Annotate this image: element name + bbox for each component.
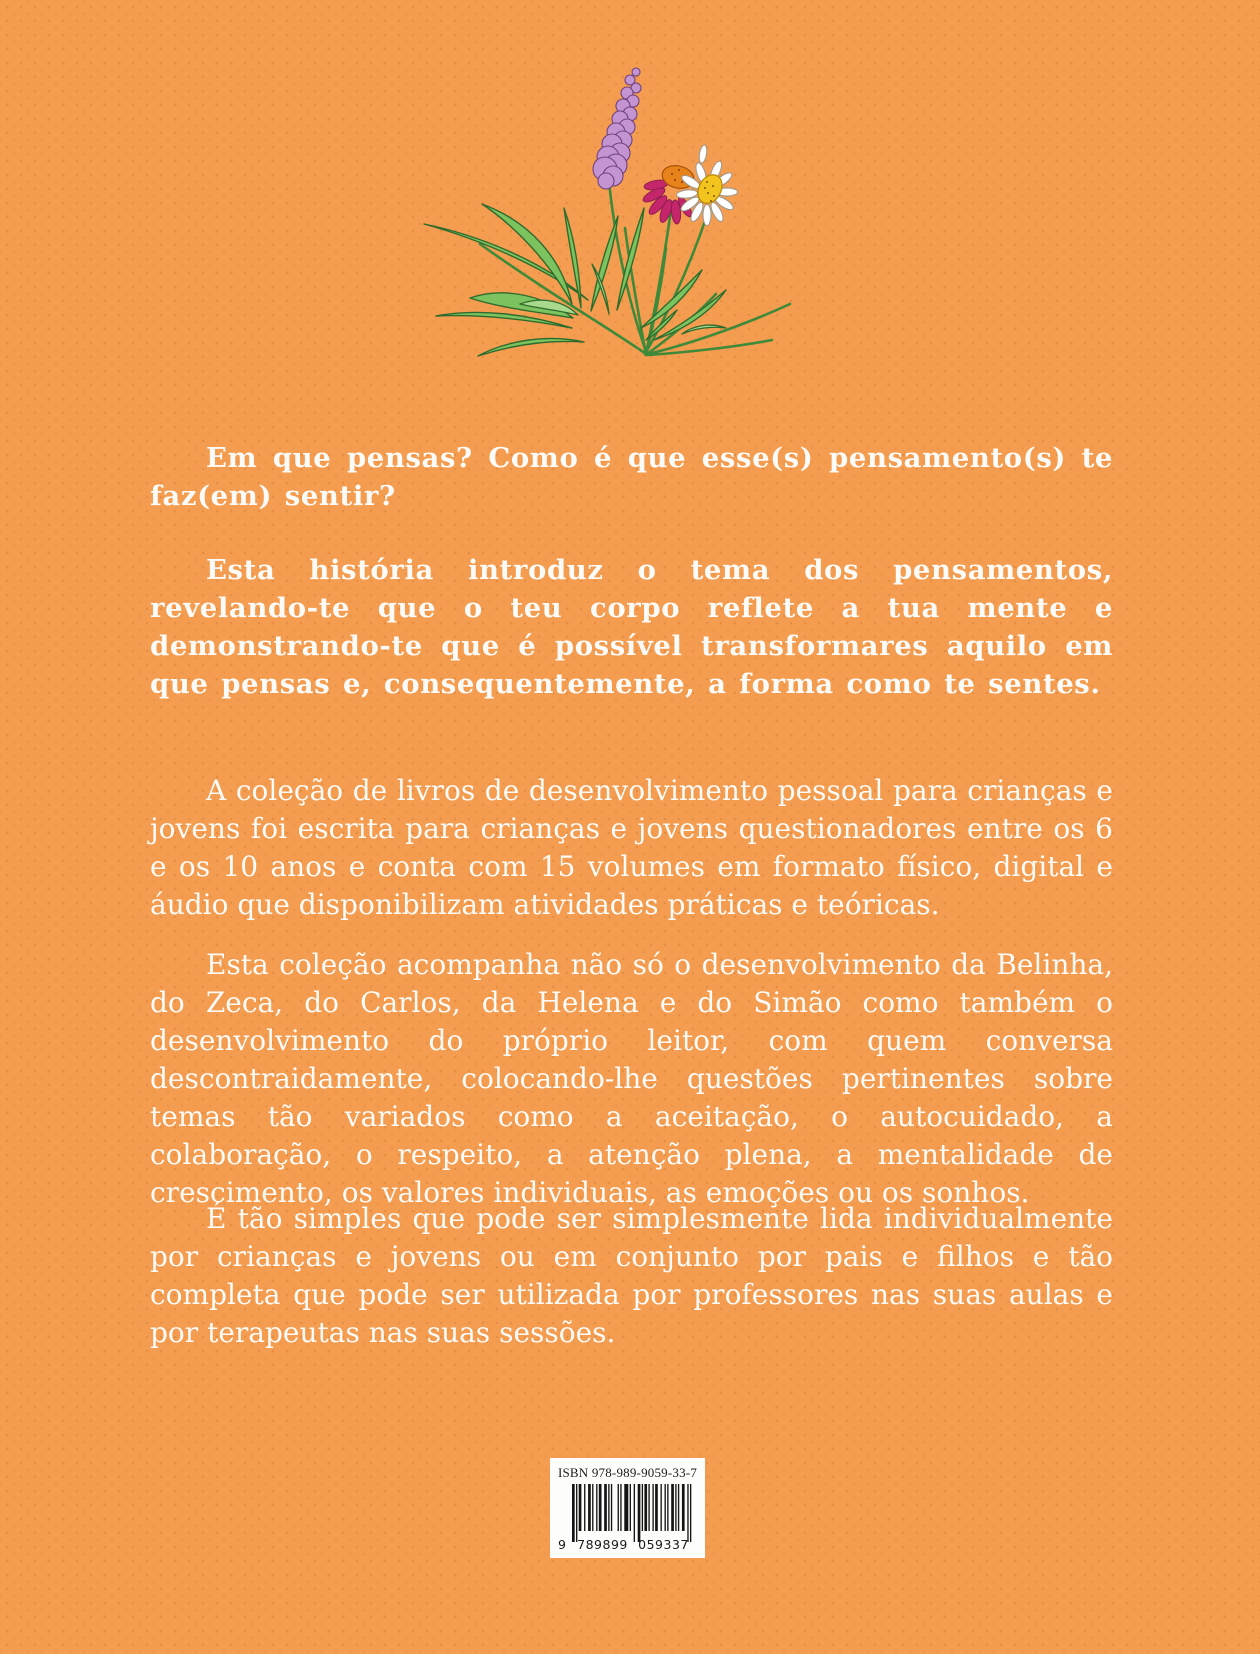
isbn-label: ISBN 978-989-9059-33-7 — [557, 1465, 698, 1480]
characters-paragraph: Esta coleção acompanha não só o desenvolvimento da Belinha, do Zeca, do Carlos, da Helena e do Simão como também o desenvolvimento do próprio leitor, com quem conversa descontraidamente, colocando-lhe questões pertinentes sobre temas tão variados como a aceitação, o autocuidado, a colaboração, o respeito, a atenção plena, a mentalidade de crescimento, os valores individuais, as emoções ou os sonhos. — [150, 948, 1113, 1209]
purple-spike-flower — [593, 68, 641, 189]
usage-paragraph: É tão simples que pode ser simplesmente lida individualmente por crianças e jovens ou em conjunto por pais e filhos e tão completa que pode ser utilizada por professores nas suas aulas e por terapeutas nas suas sessões. — [150, 1202, 1113, 1349]
intro-paragraph: Esta história introduz o tema dos pensamentos, revelando-te que o teu corpo reflete a tua mente e demonstrando-te que é possível transformares aquilo em que pensas e, consequentemente, a forma como te sentes. — [150, 554, 1113, 700]
barcode-digit-lead: 9 — [558, 1537, 566, 1552]
leaves — [424, 204, 726, 356]
barcode-digit-group-2: 059337 — [638, 1537, 689, 1552]
barcode-digit-groups — [572, 1537, 694, 1552]
barcode-bars — [572, 1484, 694, 1544]
isbn-barcode-box — [550, 1458, 705, 1558]
collection-paragraph: A coleção de livros de desenvolvimento pessoal para crianças e jovens foi escrita para crianças e jovens questionadores entre os 6 e os 10 anos e conta com 15 volumes em formato físico, digital e áudio que disponibilizam atividades práticas e teóricas. — [150, 774, 1113, 921]
wildflower-illustration — [420, 58, 800, 368]
stems — [480, 182, 790, 355]
barcode-digit-group-1: 789899 — [577, 1537, 628, 1552]
question-paragraph: Em que pensas? Como é que esse(s) pensamento(s) te faz(em) sentir? — [150, 442, 1113, 512]
